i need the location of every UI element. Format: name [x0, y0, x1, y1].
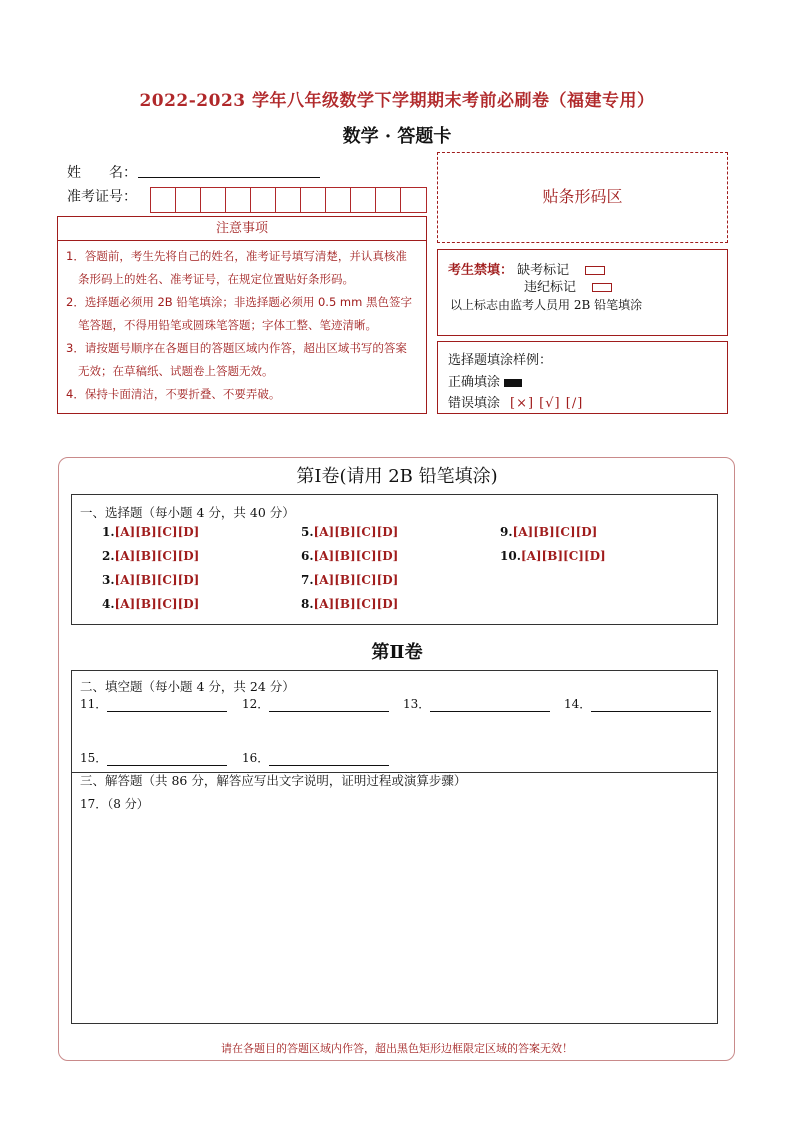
- id-digit-box[interactable]: [301, 188, 326, 212]
- choice-q6[interactable]: 6.[A][B][C][D]: [301, 549, 399, 563]
- choice-q7[interactable]: 7.[A][B][C][D]: [301, 573, 399, 587]
- violation-label: 违纪标记: [524, 280, 577, 295]
- choice-section-head: 一、选择题（每小题 4 分，共 40 分）: [80, 505, 295, 520]
- id-digit-box[interactable]: [176, 188, 201, 212]
- id-label: 准考证号：: [67, 189, 137, 205]
- notice-item: 1．答题前，考生先将自己的姓名，准考证号填写清楚，并认真核准条形码上的姓名、准考证号，在规定位置贴好条形码。: [66, 249, 407, 286]
- wrong-fill-label: 错误填涂: [448, 396, 501, 411]
- fill-item-11[interactable]: 11．: [80, 695, 227, 712]
- fill-item-14[interactable]: 14．: [564, 695, 711, 712]
- fill-item-15[interactable]: 15．: [80, 749, 227, 766]
- id-digit-box[interactable]: [251, 188, 276, 212]
- notice-item: 2．选择题必须用 2B 铅笔填涂；非选择题必须用 0.5 mm 黑色签字笔答题，不得用铅笔或圆珠笔答题；字体工整、笔迹清晰。: [66, 295, 412, 332]
- id-digit-box[interactable]: [276, 188, 301, 212]
- part1-title: 第Ⅰ卷(请用 2B 铅笔填涂): [296, 466, 498, 487]
- correct-fill-label: 正确填涂: [448, 375, 501, 390]
- id-digit-box[interactable]: [226, 188, 251, 212]
- page-title: 2022-2023 学年八年级数学下学期期末考前必刷卷（福建专用）: [139, 91, 655, 111]
- fill-section-head: 二、填空题（每小题 4 分，共 24 分）: [80, 679, 295, 694]
- name-label: 姓 名：: [67, 165, 137, 181]
- absent-mark-box[interactable]: [585, 266, 605, 275]
- solve-section-head: 三、解答题（共 86 分，解答应写出文字说明，证明过程或演算步骤）: [80, 773, 467, 788]
- solve-section[interactable]: [71, 772, 718, 1024]
- forbidden-label: 考生禁填：: [448, 263, 514, 278]
- answer-blank[interactable]: [107, 699, 227, 712]
- wrong-fill-examples: [×] [√] [/]: [510, 396, 584, 411]
- choice-q3[interactable]: 3.[A][B][C][D]: [102, 573, 200, 587]
- id-digit-box[interactable]: [376, 188, 401, 212]
- choice-q2[interactable]: 2.[A][B][C][D]: [102, 549, 200, 563]
- id-digit-box[interactable]: [351, 188, 376, 212]
- id-digit-box[interactable]: [201, 188, 226, 212]
- choice-q8[interactable]: 8.[A][B][C][D]: [301, 597, 399, 611]
- correct-fill-example: [504, 379, 522, 387]
- absent-label: 缺考标记: [517, 263, 570, 278]
- choice-q10[interactable]: 10.[A][B][C][D]: [500, 549, 606, 563]
- fill-sample-panel: [437, 341, 728, 414]
- notice-item: 3．请按题号顺序在各题目的答题区域内作答，超出区域书写的答案无效；在草稿纸、试题卷上答题无效。: [66, 341, 407, 378]
- answer-blank[interactable]: [430, 699, 550, 712]
- notice-item: 4．保持卡面清洁，不要折叠、不要弄破。: [66, 387, 281, 401]
- notice-heading: 注意事项: [58, 217, 426, 241]
- forbidden-panel: [437, 249, 728, 336]
- fill-section: [71, 670, 718, 773]
- violation-mark-box[interactable]: [592, 283, 612, 292]
- name-field[interactable]: [138, 177, 320, 178]
- answer-blank[interactable]: [107, 753, 227, 766]
- notice-panel: [57, 216, 427, 414]
- answer-card-subtitle: 数学 · 答题卡: [342, 126, 452, 147]
- question-17-label: 17．（8 分）: [80, 797, 149, 811]
- choice-section: [71, 494, 718, 625]
- answer-blank[interactable]: [269, 699, 389, 712]
- fill-item-12[interactable]: 12．: [242, 695, 389, 712]
- part2-title: 第Ⅱ卷: [371, 642, 423, 663]
- answer-blank[interactable]: [269, 753, 389, 766]
- fill-item-13[interactable]: 13．: [403, 695, 550, 712]
- exam-id-boxes[interactable]: [150, 187, 427, 213]
- answer-blank[interactable]: [591, 699, 711, 712]
- choice-q4[interactable]: 4.[A][B][C][D]: [102, 597, 200, 611]
- choice-q5[interactable]: 5.[A][B][C][D]: [301, 525, 399, 539]
- id-digit-box[interactable]: [401, 188, 426, 212]
- sample-heading: 选择题填涂样例：: [448, 353, 553, 368]
- id-digit-box[interactable]: [151, 188, 176, 212]
- forbidden-note: 以上标志由监考人员用 2B 铅笔填涂: [450, 298, 643, 312]
- barcode-area: 贴条形码区: [437, 152, 728, 243]
- id-digit-box[interactable]: [326, 188, 351, 212]
- choice-q1[interactable]: 1.[A][B][C][D]: [102, 525, 200, 539]
- fill-item-16[interactable]: 16．: [242, 749, 389, 766]
- choice-q9[interactable]: 9.[A][B][C][D]: [500, 525, 598, 539]
- footer-note: 请在各题目的答题区域内作答，超出黑色矩形边框限定区域的答案无效！: [221, 1042, 573, 1055]
